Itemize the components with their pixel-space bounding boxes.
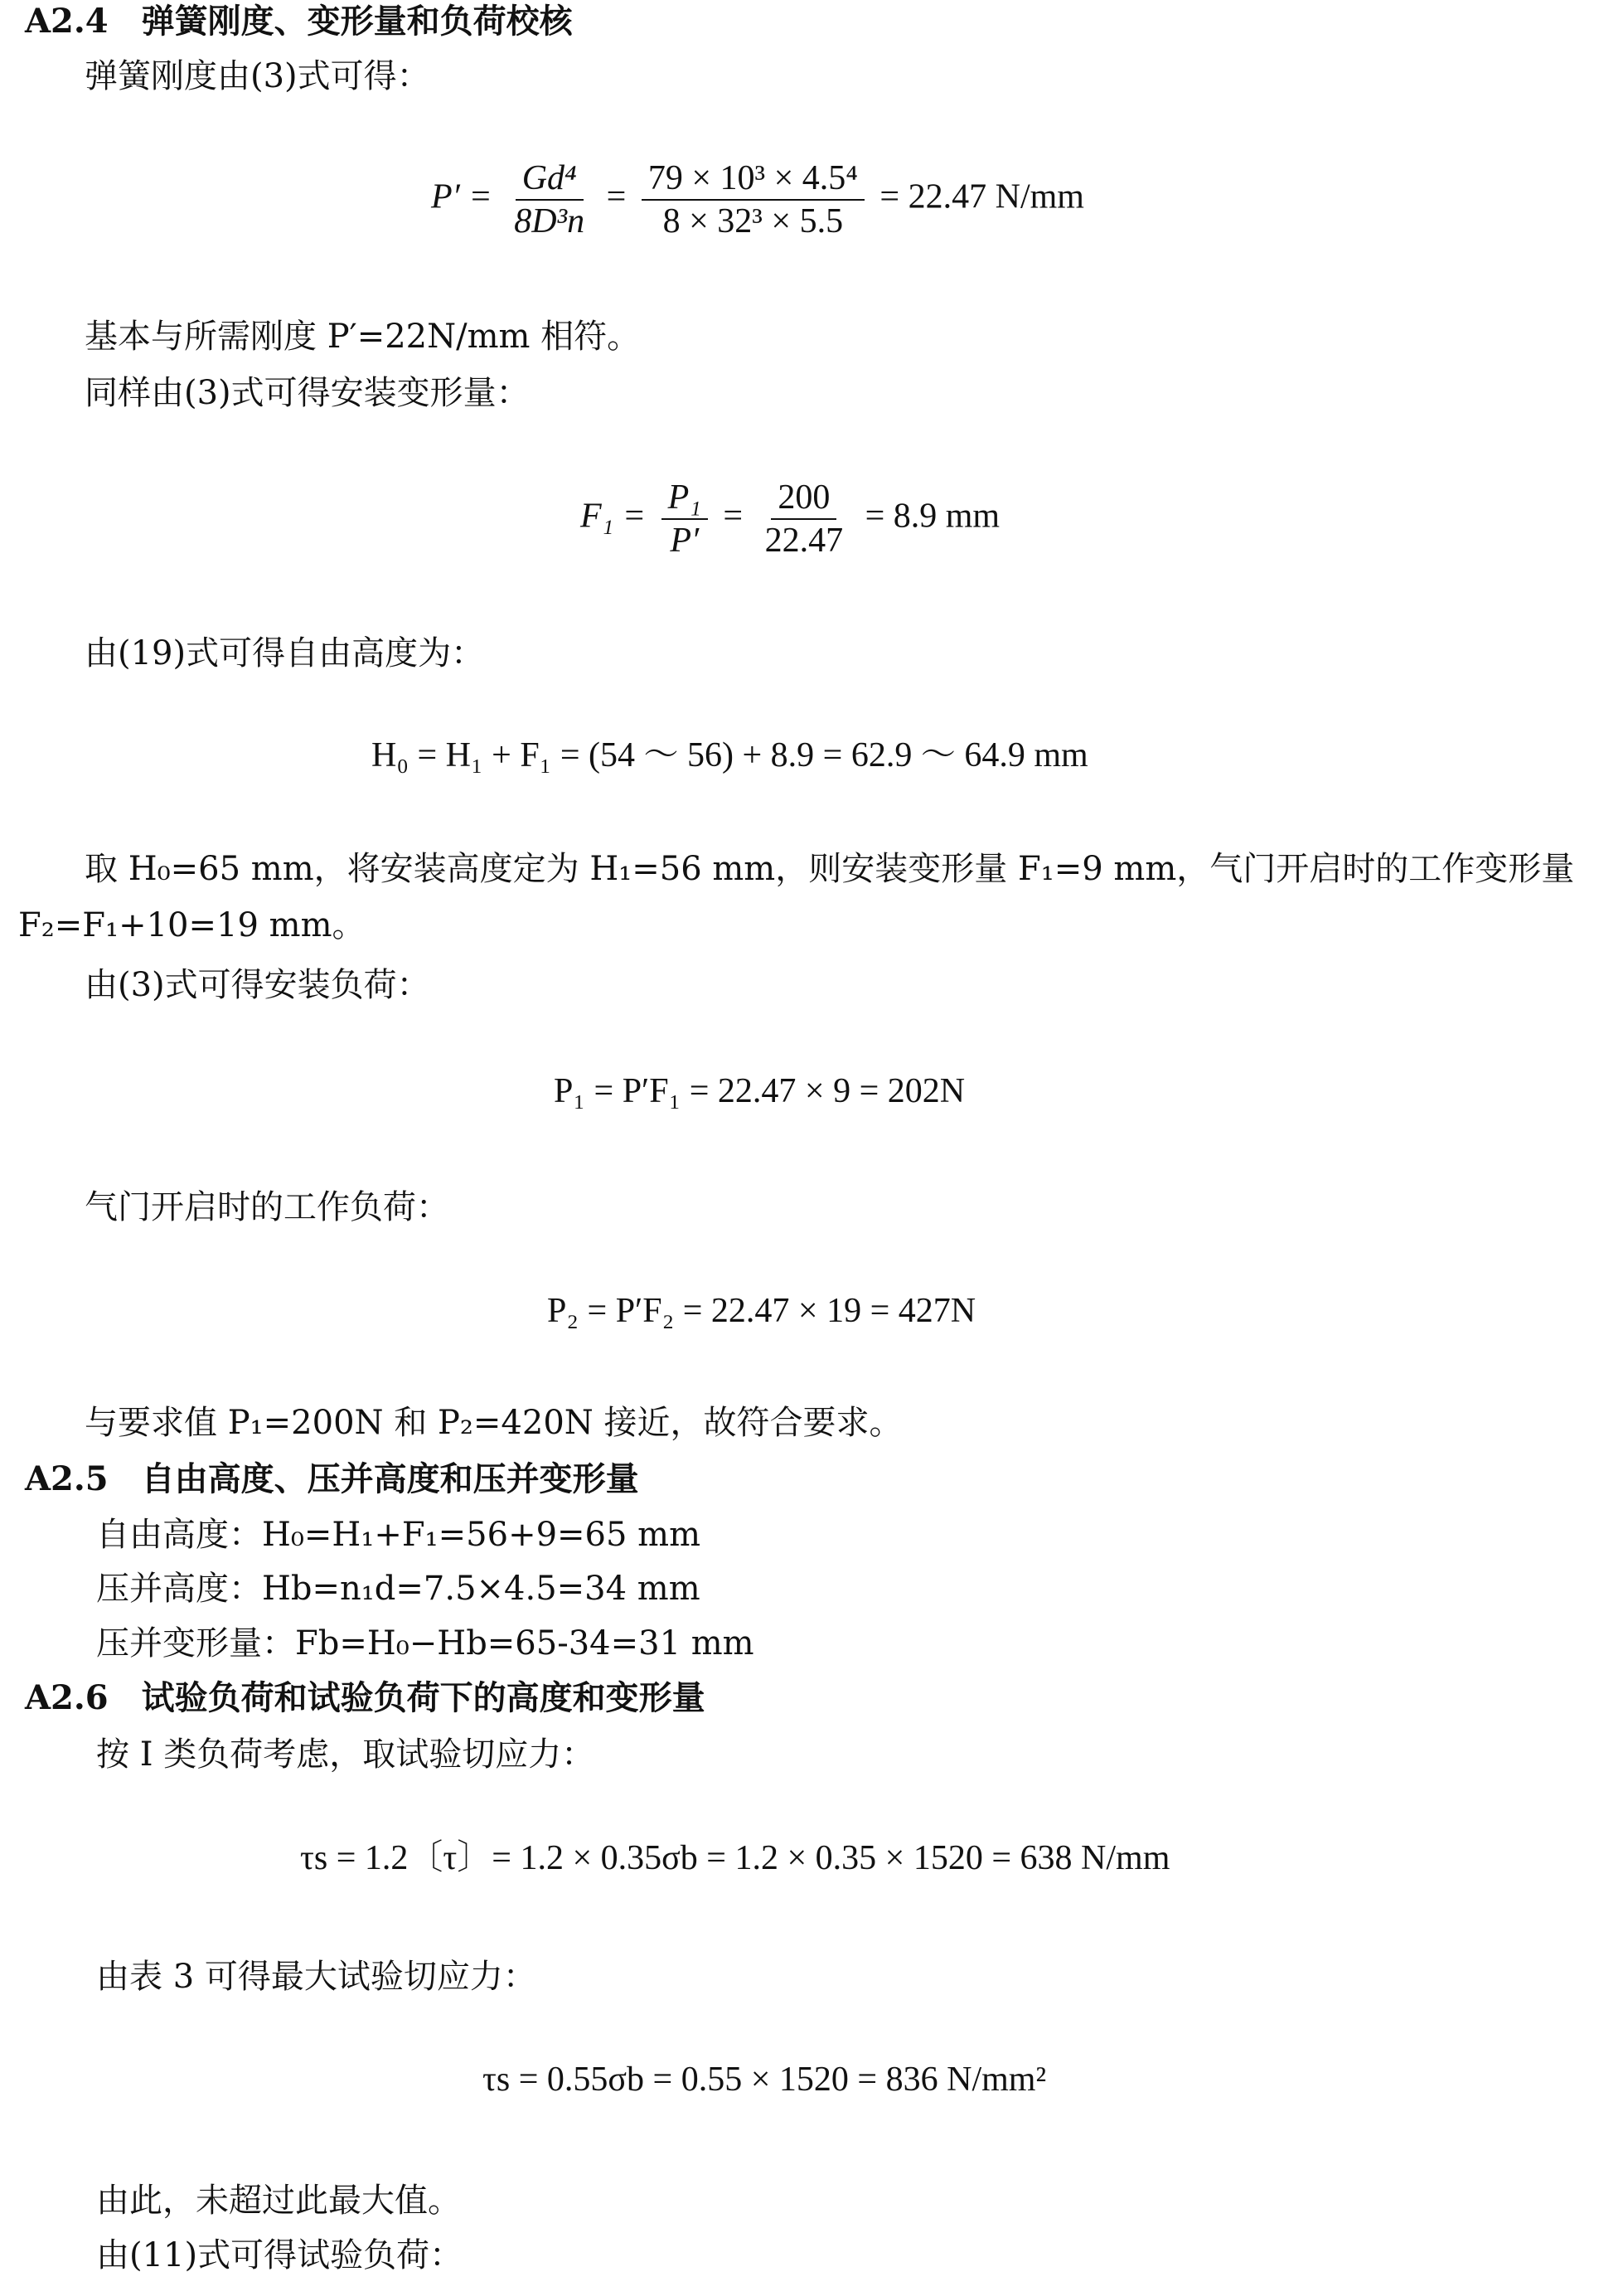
paragraph: 自由高度：H₀=H₁+F₁=56+9=65 mm (96, 1516, 701, 1554)
equation-spring-stiffness: P′ = $\frac{\text{Gd⁴}}{\text{8D³n}}$ = $\frac{\text{79 × 10³ × 4.5⁴}}{\text{8 × 32³ × 5.5}}$ = 22.47 N/mm (431, 159, 1084, 240)
fraction (507, 158, 591, 242)
eq-lhs: P′ = (431, 177, 492, 216)
equation-install-load: P₁ = P′F₁ = 22.47 × 9 = 202N (554, 1072, 966, 1110)
fraction (661, 477, 708, 561)
numerator: 79 × 10³ × 4.5⁴ (642, 158, 865, 201)
fraction (758, 477, 850, 561)
equation-free-height: H₀ = H₁ + F₁ = (54 ～ 56) + 8.9 = 62.9 ～ 64.9 mm (371, 736, 1088, 774)
paragraph: 由(19)式可得自由高度为： (85, 634, 485, 672)
fraction (642, 158, 865, 242)
eq-result: = 8.9 mm (865, 497, 1001, 536)
paragraph: 按 I 类负荷考虑，取试验切应力： (96, 1735, 595, 1774)
paragraph: 气门开启时的工作负荷： (85, 1188, 449, 1226)
denominator: 8D³n (514, 202, 585, 240)
paragraph: 压并高度：Hb=n₁d=7.5×4.5=34 mm (96, 1570, 700, 1608)
equation-work-load: P₂ = P′F₂ = 22.47 × 19 = 427N (547, 1292, 976, 1330)
eq-result: = 22.47 N/mm (879, 177, 1084, 216)
section-heading-a2-6: A2.6 试验负荷和试验负荷下的高度和变形量 (25, 1678, 705, 1717)
numerator: Gd⁴ (516, 158, 584, 201)
numerator: 200 (771, 477, 836, 520)
paragraph: 基本与所需刚度 P′=22N/mm 相符。 (85, 318, 641, 356)
equation-install-deflection: F₁ = $\frac{\text{P₁}}{P'}$ = $\frac{200}{22.47}$ = 8.9 mm (580, 478, 1001, 560)
equation-max-test-shear-stress: τs = 0.55σb = 0.55 × 1520 = 836 N/mm² (482, 2061, 1047, 2099)
paragraph: 弹簧刚度由(3)式可得： (85, 57, 430, 95)
numerator: P₁ (661, 477, 708, 520)
section-heading-a2-5: A2.5 自由高度、压并高度和压并变形量 (25, 1459, 639, 1498)
eq-lhs: F₁ = (580, 497, 647, 536)
denominator: 8 × 32³ × 5.5 (662, 202, 844, 240)
paragraph: 由(11)式可得试验负荷： (96, 2236, 463, 2274)
paragraph: 由(3)式可得安装负荷： (85, 966, 430, 1004)
denominator: P′ (670, 522, 700, 560)
paragraph: 与要求值 P₁=200N 和 P₂=420N 接近，故符合要求。 (85, 1404, 903, 1442)
section-heading-a2-4: A2.4 弹簧刚度、变形量和负荷校核 (25, 2, 573, 41)
paragraph: 压并变形量：Fb=H₀−Hb=65-34=31 mm (96, 1624, 754, 1663)
paragraph: 由此，未超过此最大值。 (96, 2182, 461, 2220)
paragraph: 取 H₀=65 mm，将安装高度定为 H₁=56 mm，则安装变形量 F₁=9 mm，气门开启时的工作变形量 (85, 850, 1575, 888)
denominator: 22.47 (764, 522, 844, 560)
paragraph-continuation: F₂=F₁+10=19 mm。 (18, 906, 366, 944)
equation-test-shear-stress: τs = 1.2〔τ〕= 1.2 × 0.35σb = 1.2 × 0.35 × 1520 = 638 N/mm (300, 1839, 1170, 1877)
paragraph: 同样由(3)式可得安装变形量： (85, 374, 530, 412)
paragraph: 由表 3 可得最大试验切应力： (96, 1958, 536, 1996)
